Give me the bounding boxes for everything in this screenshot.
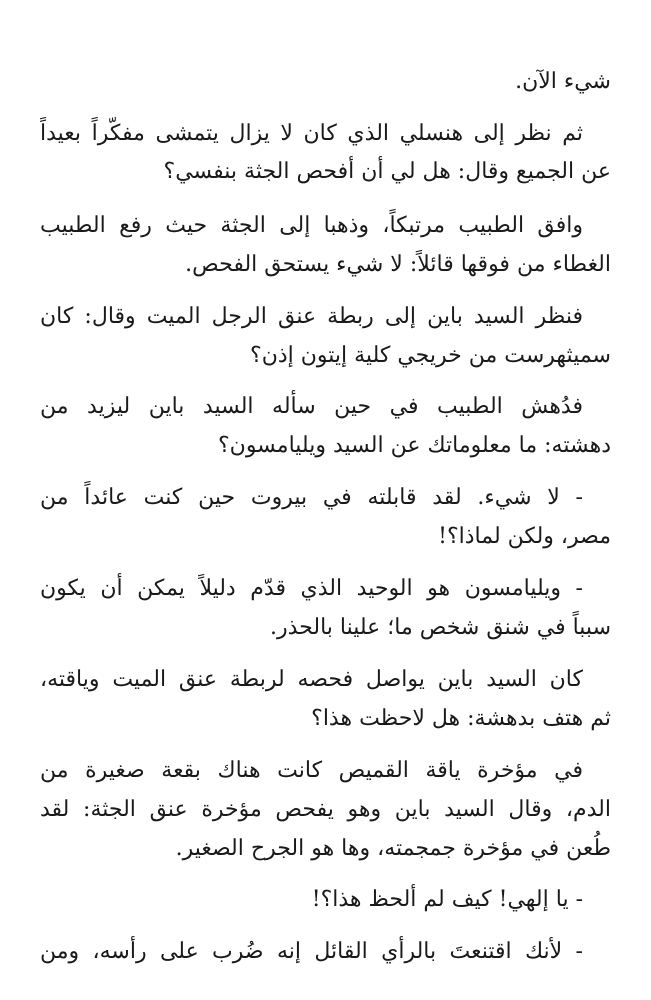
text-line: فدُهش الطبيب في حين سأله السيد باين ليزيد من [40,394,583,419]
text-line: عن الجميع وقال: هل لي أن أفحص الجثة بنفسي؟ [163,159,611,184]
text-line: شيء الآن. [515,69,611,94]
text-line: ثم نظر إلى هنسلي الذي كان لا يزال يتمشى مفكّراً بعيداً [40,121,583,146]
text-line: سبباً في شنق شخص ما؛ علينا بالحذر. [270,615,611,640]
text-line: - ويليامسون هو الوحيد الذي قدّم دليلاً يمكن أن يكون [40,576,583,601]
text-line: وافق الطبيب مرتبكاً، وذهبا إلى الجثة حيث رفع الطبيب [40,213,583,238]
text-line: طُعن في مؤخرة جمجمته، وها هو الجرح الصغير. [175,836,611,861]
text-line: ثم هتف بدهشة: هل لاحظت هذا؟ [311,706,611,731]
text-line: الغطاء من فوقها قائلاً: لا شيء يستحق الفحص. [185,252,611,277]
text-line: في مؤخرة ياقة القميص كانت هناك بقعة صغيرة من [40,758,583,783]
text-line: - لا شيء. لقد قابلته في بيروت حين كنت عائداً من [40,485,583,510]
text-line: كان السيد باين يواصل فحصه لربطة عنق الميت وياقته، [40,667,583,692]
text-line: الدم، وقال السيد باين وهو يفحص مؤخرة عنق الجثة: لقد [40,797,611,822]
text-line: فنظر السيد باين إلى ربطة عنق الرجل الميت وقال: كان [40,304,583,329]
text-line: دهشته: ما معلوماتك عن السيد ويليامسون؟ [217,433,611,458]
book-page [40,0,611,1000]
text-line: - لأنك اقتنعتَ بالرأي القائل إنه ضُرب على رأسه، ومن [40,939,583,964]
text-line: - يا إلهي! كيف لم ألحظ هذا؟! [311,887,583,912]
text-line: مصر، ولكن لماذا؟! [438,524,611,549]
text-line: سميثهرست من خريجي كلية إيتون إذن؟ [250,343,611,368]
